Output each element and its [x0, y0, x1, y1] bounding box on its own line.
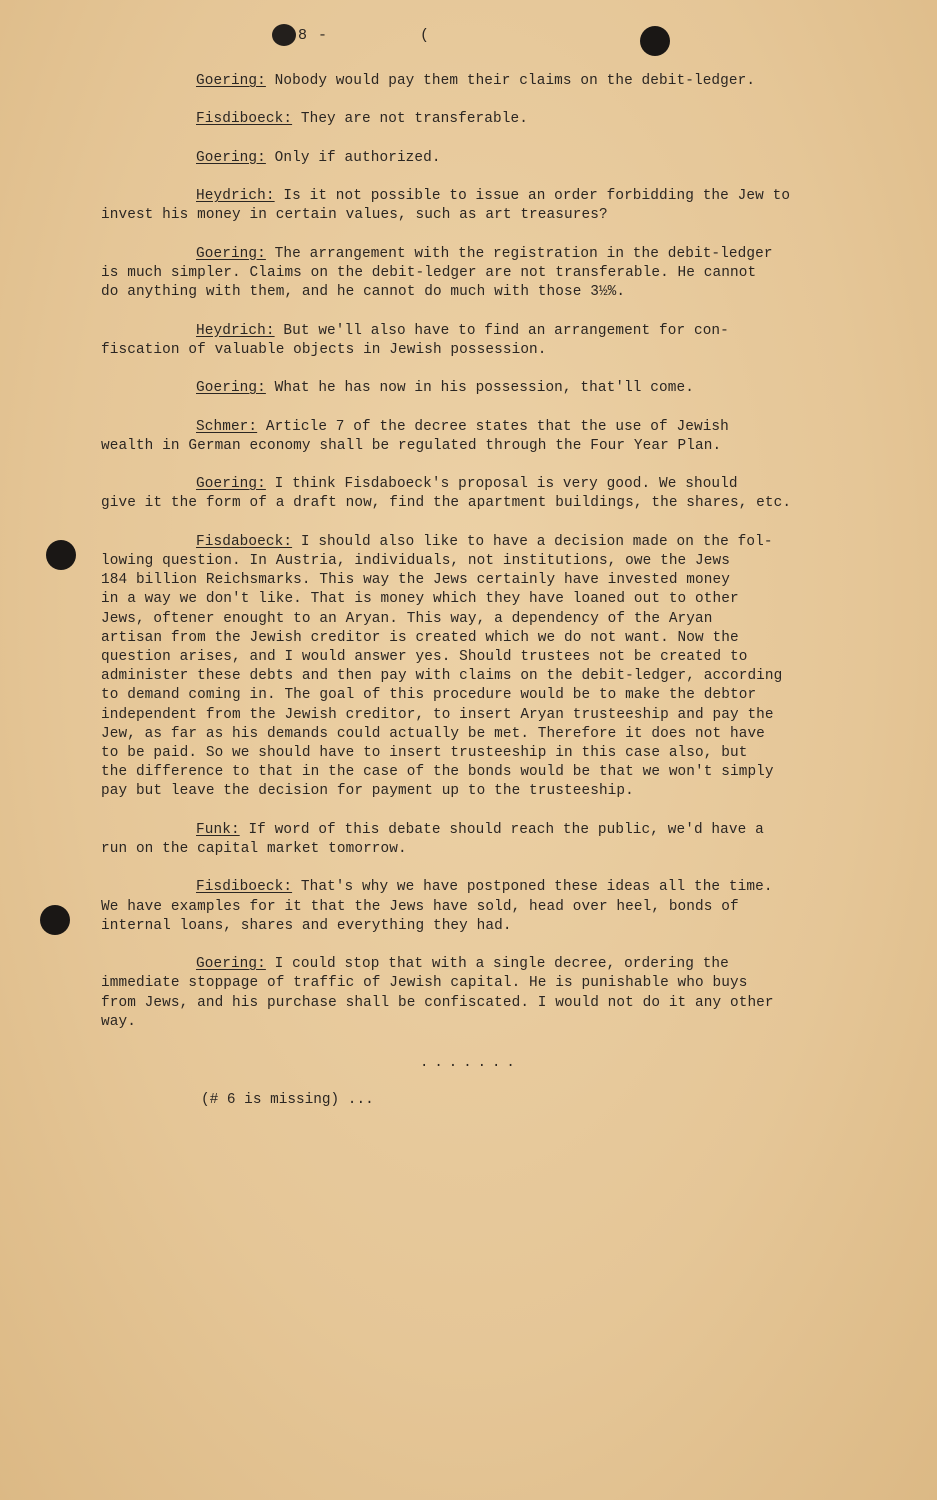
entry-text: internal loans, shares and everything they had.: [101, 917, 512, 934]
entry-line: [101, 322, 871, 341]
entry-line: [101, 648, 871, 667]
punch-hole-top: [640, 26, 670, 56]
entry-text: I could stop that with a single decree, ordering the: [274, 956, 729, 973]
entry-line: [101, 667, 871, 686]
entry-line: [101, 187, 871, 206]
speaker-name: Fisdaboeck:: [196, 533, 293, 550]
entry-line: [101, 725, 871, 744]
entry-text: immediate stoppage of traffic of Jewish capital. He is punishable who buys: [101, 975, 748, 992]
entry-line: [101, 494, 871, 513]
transcript-entry: [101, 149, 871, 168]
entry-line: [101, 264, 871, 283]
transcript-entry: [101, 72, 871, 91]
transcript-entry: [101, 878, 871, 936]
missing-page-note: (# 6 is missing) ...: [201, 1092, 374, 1108]
transcript-entry: [101, 187, 871, 225]
punch-hole-lower: [40, 905, 70, 935]
punch-hole-middle: [46, 540, 76, 570]
transcript-entry: [101, 533, 871, 802]
entry-line: [101, 475, 871, 494]
entry-text: independent from the Jewish creditor, to insert Aryan trusteeship and pay the: [101, 706, 774, 723]
entry-line: [101, 571, 871, 590]
speaker-name: Funk:: [196, 821, 240, 838]
transcript-entry: [101, 322, 871, 360]
entry-text: give it the form of a draft now, find the apartment buildings, the shares, etc.: [101, 495, 792, 512]
speaker-name: Goering:: [196, 245, 266, 262]
speaker-name: Goering:: [196, 380, 266, 397]
entry-text: 184 billion Reichsmarks. This way the Jews certainly have invested money: [101, 572, 730, 589]
entry-text: do anything with them, and he cannot do much with those 3½%.: [101, 284, 626, 301]
entry-line: [101, 763, 871, 782]
entry-text: That's why we have postponed these ideas all the time.: [300, 879, 773, 896]
entry-line: [101, 878, 871, 897]
entry-line: [101, 552, 871, 571]
ink-blot: [272, 24, 296, 46]
entry-line: [101, 744, 871, 763]
speaker-name: Goering:: [196, 956, 266, 973]
header-paren: (: [420, 26, 431, 44]
entry-text: pay but leave the decision for payment up to the trusteeship.: [101, 783, 634, 800]
entry-line: [101, 994, 871, 1013]
entry-line: [101, 782, 871, 801]
entry-text: in a way we don't like. That is money which they have loaned out to other: [101, 591, 739, 608]
transcript-entry: [101, 821, 871, 859]
section-separator: ·······: [420, 1058, 521, 1074]
entry-text: fiscation of valuable objects in Jewish possession.: [101, 341, 547, 358]
entry-text: question arises, and I would answer yes. Should trustees not be created to: [101, 648, 748, 665]
entry-line: [101, 341, 871, 360]
speaker-name: Heydrich:: [196, 188, 275, 205]
speaker-name: Fisdiboeck:: [196, 111, 293, 128]
entry-line: [101, 706, 871, 725]
entry-text: Only if authorized.: [274, 149, 441, 166]
entry-line: [101, 955, 871, 974]
speaker-name: Fisdiboeck:: [196, 879, 293, 896]
entry-line: [101, 610, 871, 629]
entry-line: [101, 974, 871, 993]
speaker-name: Goering:: [196, 476, 266, 493]
entry-text: administer these debts and then pay with claims on the debit-ledger, according: [101, 668, 783, 685]
entry-text: way.: [101, 1013, 136, 1030]
entry-text: Jew, as far as his demands could actually be met. Therefore it does not have: [101, 725, 765, 742]
entry-text: wealth in German economy shall be regulated through the Four Year Plan.: [101, 437, 722, 454]
entry-text: We have examples for it that the Jews have sold, head over heel, bonds of: [101, 898, 739, 915]
speaker-name: Goering:: [196, 149, 266, 166]
entry-line: [101, 917, 871, 936]
entry-text: If word of this debate should reach the public, we'd have a: [248, 821, 764, 838]
entry-text: The arrangement with the registration in the debit-ledger: [274, 245, 773, 262]
transcript-body: [101, 72, 871, 1051]
entry-line: [101, 821, 871, 840]
transcript-entry: [101, 245, 871, 303]
entry-line: [101, 245, 871, 264]
entry-text: artisan from the Jewish creditor is created which we do not want. Now the: [101, 629, 739, 646]
entry-line: [101, 840, 871, 859]
entry-text: Is it not possible to issue an order forbidding the Jew to: [283, 188, 791, 205]
transcript-entry: [101, 955, 871, 1032]
entry-text: What he has now in his possession, that'll come.: [274, 380, 694, 397]
entry-text: the difference to that in the case of the bonds would be that we won't simply: [101, 764, 774, 781]
entry-text: I think Fisdaboeck's proposal is very good. We should: [274, 476, 738, 493]
entry-text: invest his money in certain values, such as art treasures?: [101, 207, 608, 224]
entry-line: [101, 418, 871, 437]
entry-text: Nobody would pay them their claims on the debit-ledger.: [274, 73, 756, 89]
entry-text: Jews, oftener enought to an Aryan. This way, a dependency of the Aryan: [101, 610, 713, 627]
entry-text: to demand coming in. The goal of this procedure would be to make the debtor: [101, 687, 757, 704]
entry-line: [101, 629, 871, 648]
entry-text: is much simpler. Claims on the debit-ledger are not transferable. He cannot: [101, 264, 757, 281]
entry-text: lowing question. In Austria, individuals, not institutions, owe the Jews: [101, 552, 730, 569]
speaker-name: Goering:: [196, 73, 266, 89]
page-header: [272, 24, 430, 46]
entry-line: [101, 110, 871, 129]
transcript-entry: [101, 379, 871, 398]
page-number: 8 -: [298, 26, 329, 44]
transcript-entry: [101, 418, 871, 456]
speaker-name: Heydrich:: [196, 322, 275, 339]
entry-text: run on the capital market tomorrow.: [101, 840, 407, 857]
entry-text: I should also like to have a decision made on the fol-: [300, 533, 773, 550]
entry-line: [101, 149, 871, 168]
entry-line: [101, 437, 871, 456]
entry-text: to be paid. So we should have to insert trusteeship in this case also, but: [101, 744, 748, 761]
transcript-entry: [101, 110, 871, 129]
entry-text: Article 7 of the decree states that the use of Jewish: [265, 418, 729, 435]
transcript-entry: [101, 475, 871, 513]
entry-line: [101, 283, 871, 302]
entry-line: [101, 1013, 871, 1032]
entry-text: from Jews, and his purchase shall be confiscated. I would not do it any other: [101, 994, 774, 1011]
entry-line: [101, 686, 871, 705]
entry-line: [101, 590, 871, 609]
entry-text: They are not transferable.: [300, 111, 528, 128]
entry-line: [101, 72, 871, 91]
entry-line: [101, 898, 871, 917]
entry-line: [101, 379, 871, 398]
speaker-name: Schmer:: [196, 418, 258, 435]
entry-text: But we'll also have to find an arrangement for con-: [283, 322, 729, 339]
entry-line: [101, 533, 871, 552]
entry-line: [101, 206, 871, 225]
